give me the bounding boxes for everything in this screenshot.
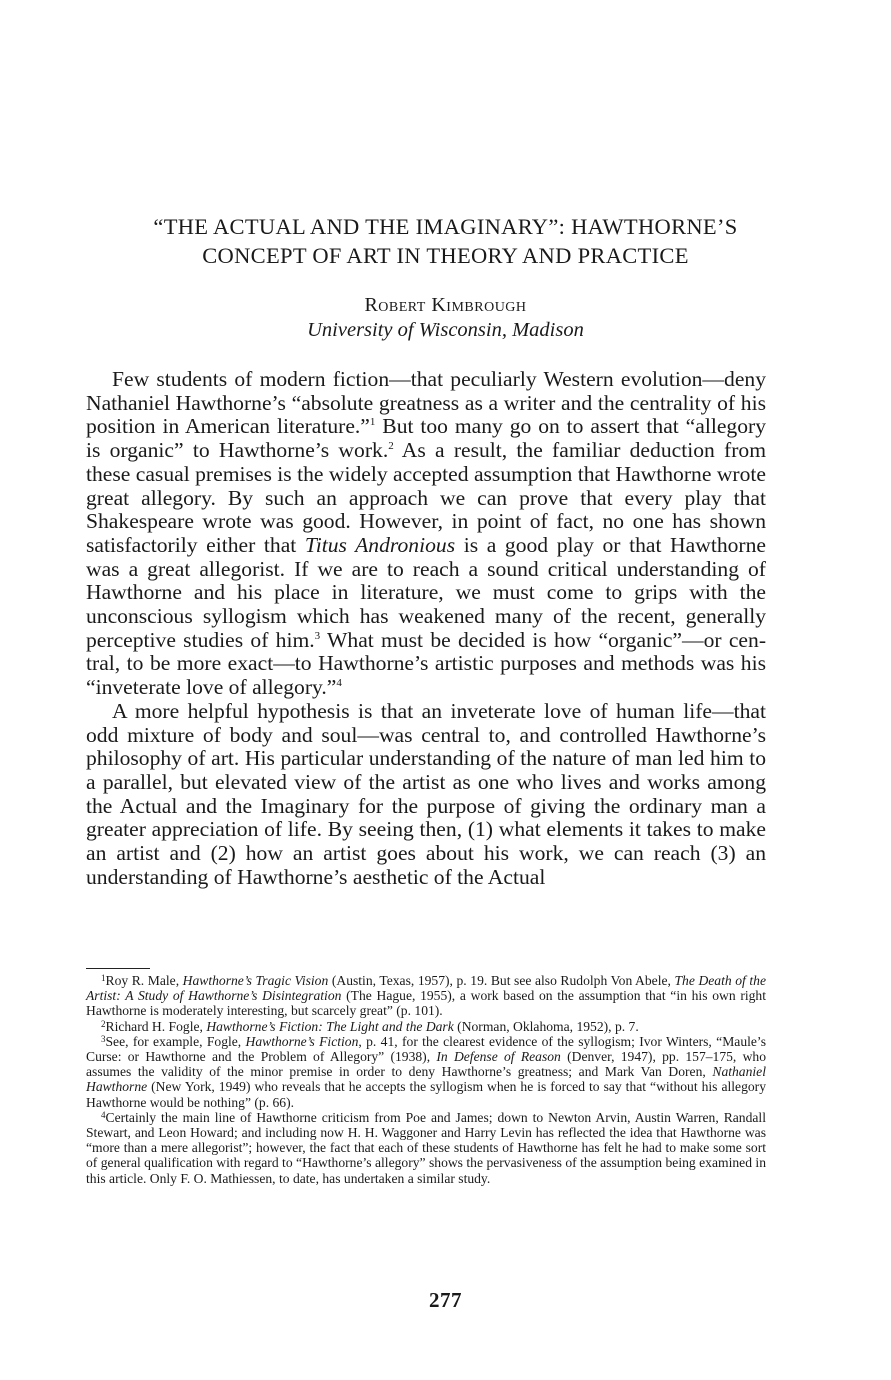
footnote-1-text-c: (The Hague, 1955), a work based on the assumption that “in his own right Hawthorne is moderately interesting, but scarcely great” (p. 101). [86,988,766,1019]
footnote-3-italic-1: Hawthorne’s Fiction [245,1033,359,1049]
footnote-2-number: 2 [101,1018,106,1029]
p1-text-c: As a result, the familiar deduction from these casual premises is the widely accepted assumption that Hawthorne wrote great allegory. By such an approach we can prove that every play that Shakespeare wrote was good. However, in point of fact, no one has shown satisfactorily either that [86,438,766,557]
footnote-3-number: 3 [101,1033,106,1044]
p1-text-b: But too many go on to assert that “allegory is organic” to Hawthorne’s work. [86,414,767,463]
footnote-2-text-a: Richard H. Fogle, [105,1018,207,1034]
footnote-4-number: 4 [101,1109,106,1120]
footnote-ref-3: 3 [314,629,321,642]
title-line-1: “THE ACTUAL AND THE IMAGINARY”: HAWTHORNE’S [153,214,738,239]
article-title [60,212,831,270]
footnote-2-italic-1: Hawthorne’s Fiction: The Light and the Dark [206,1018,454,1034]
footnote-1-text-b: (Austin, Texas, 1957), p. 19. But see also Rudolph Von Abele, [328,973,675,988]
footnote-1-text-a: Roy R. Male, [105,973,183,988]
footnote-rule [86,968,150,969]
footnote-2-text-b: (Norman, Oklahoma, 1952), p. 7. [453,1018,639,1034]
footnote-3-italic-3: Nathaniel Hawthorne [86,1064,766,1095]
author-name: Robert Kimbrough [364,294,527,316]
footnote-3 [86,1034,766,1110]
article-body [86,368,766,889]
footnote-3-text-c: (Denver, 1947), pp. 157–175, who assumes the validity of the minor premise in order to deny Hawthorne’s greatness; and Mark Van Doren, [86,1049,766,1080]
footnote-3-text-a: See, for example, Fogle, [105,1033,246,1049]
body-paragraph-1 [86,368,766,700]
footnote-4-text: Certainly the main line of Hawthorne criticism from Poe and James; down to Newton Arvin, Austin Warren, Randall Stewart, and Leon Howard; and including now H. H. Waggoner and Harry Levin has reflected the idea that Hawthorne was “more than a mere allegorist”; however, the fact that each of these students of Hawthorne has felt he had to make some sort of general qualification with regard to “Hawthorne’s allegory” shows the pervasiveness of the assumption being examined in this article. Only F. O. Mathiessen, to date, has undertaken a similar study. [86,1109,766,1186]
title-line-2: CONCEPT OF ART IN THEORY AND PRACTICE [202,243,689,268]
footnote-4 [86,1110,766,1186]
footnote-1-number: 1 [101,973,106,983]
footnote-3-text-d: (New York, 1949) who reveals that he accepts the syllogism when he is forced to say that “without his allegory Hawthorne would be nothing” (p. 66). [86,1079,766,1110]
footnote-3-text-b: , p. 41, for the clearest evidence of the syllogism; Ivor Winters, “Maule’s Curse: or Hawthorne and the Problem of Allegory” (1938), [86,1033,766,1065]
page-number: 277 [429,1288,462,1312]
footnote-ref-1: 1 [369,416,376,429]
footnote-1-italic-2: The Death of the Artist: A Study of Hawthorne’s Disintegration [86,973,766,1004]
footnote-3-italic-2: In Defense of Reason [436,1049,561,1065]
footnotes [86,973,766,1186]
body-paragraph-2: A more helpful hypothesis is that an inveterate love of human life—that odd mixture of body and soul—was central to, and controlled Hawthorne’s philosophy of art. His particular understanding of the nature of man led him to a parallel, but elevated view of the artist as one who lives and works among the Actual and the Imaginary for the purpose of giving the ordinary man a greater appreciation of life. By seeing then, (1) what elements it takes to make an artist and (2) how an artist goes about his work, we can reach (3) an understanding of Hawthorne’s aesthetic of the Actual [86,698,766,889]
p1-text-a: Few students of modern fiction—that peculiarly Western evolution—deny Nathaniel Hawthorne’s “absolute greatness as a writer and the centrality of his position in American literature.” [86,367,766,439]
footnote-ref-2: 2 [388,440,394,453]
author-affiliation: University of Wisconsin, Madison [307,319,584,341]
footnote-1-italic-1: Hawthorne’s Tragic Vision [182,973,329,988]
footnote-2 [86,1019,766,1034]
p1-text-e: What must be decided is how “organic”—or central, to be more exact—to Hawthorne’s artistic purposes and methods was his “inveterate love of allegory.” [86,627,767,700]
p1-italic-title: Titus Andronious [304,532,456,557]
footnote-ref-4: 4 [336,677,342,690]
p1-text-d: is a good play or that Hawthorne was a great allegorist. If we are to reach a sound critical understanding of Hawthorne and his place in literature, we must come to grips with the unconscious syllogism which has weakened many of the recent, generally perceptive studies of him. [86,532,766,652]
footnote-1 [86,973,766,1019]
